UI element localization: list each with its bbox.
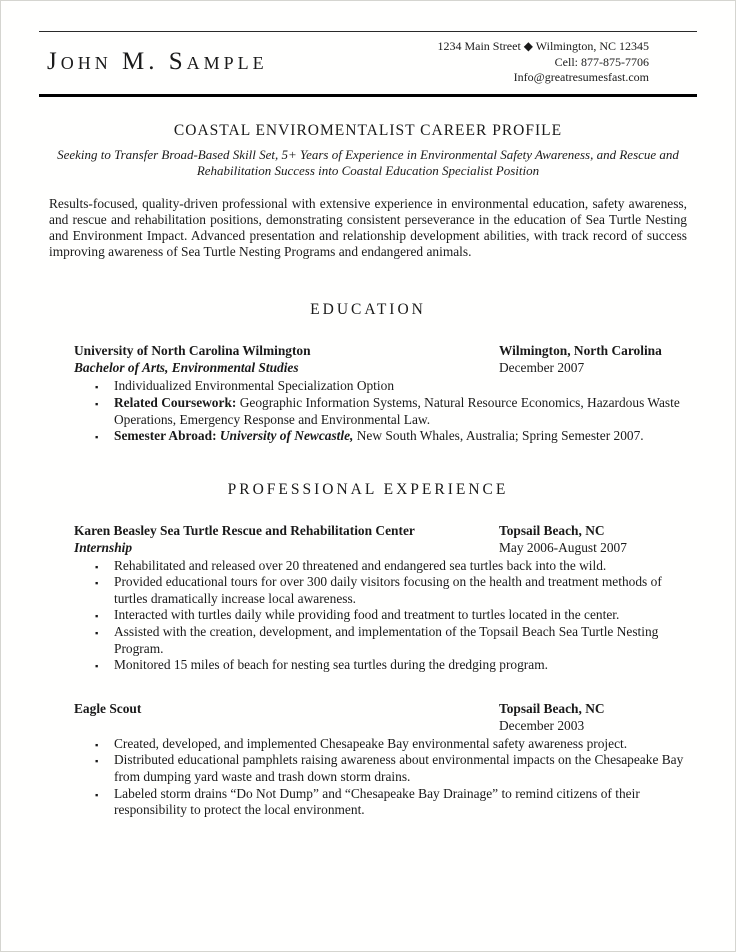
section-heading-education: EDUCATION [310,301,426,319]
resume-header [39,32,697,94]
job-entry [49,700,687,819]
contact-address: 1234 Main Street ◆ Wilmington, NC 12345 [437,39,649,53]
profile-title: COASTAL ENVIROMENTALIST CAREER PROFILE [173,121,563,139]
education-bullet-list [94,378,687,444]
list-item [94,574,687,607]
school-name: University of North Carolina Wilmington [74,343,311,359]
education-entry-header [49,342,687,359]
section-heading-experience: PROFESSIONAL EXPERIENCE [227,480,509,498]
job-dates: May 2006-August 2007 [499,539,627,555]
list-item [94,558,687,575]
candidate-name: John M. Sample [47,48,268,76]
contact-block [437,39,649,86]
list-item [94,428,687,445]
job-entry-subheader [49,539,687,556]
profile-summary: Results-focused, quality-driven professional with extensive experience in environmental education, safety awareness, and rescue and rehabilitation positions, demonstrating consistent perseverance in the education of Sea Turtle Nesting and Environment Impact. Advanced presentation and relationship development abilities, with track record of success improving awareness of Sea Turtle Nesting Programs and endangered animals. [49,195,687,260]
job-location: Topsail Beach, NC [499,522,605,538]
list-item [94,657,687,674]
bullet-text: Distributed educational pamphlets raising awareness about environmental impacts on the Chesapeake Bay from dumping yard waste and trash down storm drains. [114,752,684,785]
bullet-italic-text: University of Newcastle, [219,428,354,444]
list-item [94,736,687,753]
bullet-text: Created, developed, and implemented Chesapeake Bay environmental safety awareness project. [114,735,628,751]
list-item [94,624,687,657]
company-name: Eagle Scout [74,700,142,716]
education-entry-subheader [49,359,687,376]
bullet-text: Labeled storm drains “Do Not Dump” and “Chesapeake Bay Drainage” to remind citizens of their responsibility to protect the local environment. [114,785,640,818]
list-item [94,786,687,819]
bullet-text: New South Whales, Australia; Spring Semester 2007. [353,428,644,444]
bullet-text: Interacted with turtles daily while providing food and treatment to turtles located in the center. [114,607,620,623]
degree: Bachelor of Arts, Environmental Studies [74,360,299,376]
list-item [94,752,687,785]
bullet-text: Rehabilitated and released over 20 threatened and endangered sea turtles back into the wild. [114,557,607,573]
list-item [94,378,687,395]
contact-phone: Cell: 877-875-7706 [554,54,649,69]
bullet-bold-text: Related Coursework: [114,394,240,410]
bullet-text: Monitored 15 miles of beach for nesting sea turtles during the dredging program. [114,657,548,673]
profile-subtitle: Seeking to Transfer Broad-Based Skill Set, 5+ Years of Experience in Environmental Safety Awareness, and Rescue and Rehabilitation Success into Coastal Education Specialist Position [57,146,679,178]
job-entry-subheader [49,717,687,734]
job-dates: December 2003 [499,717,585,733]
experience-section [49,481,687,819]
bullet-text: Provided educational tours for over 300 daily visitors focusing on the health and treatment methods of turtles dramatically increase local awareness. [114,574,662,606]
job-entry-header [49,700,687,717]
job-bullet-list [94,736,687,819]
job-role [74,717,499,734]
job-role: Internship [74,539,133,555]
school-location: Wilmington, North Carolina [499,343,662,359]
job-entry [49,522,687,674]
list-item [94,395,687,428]
graduation-date: December 2007 [499,360,585,376]
bullet-text: Geographic Information Systems, Natural Resource Economics, Hazardous Waste Operations, Emergency Response and Environmental Law. [114,394,680,427]
header-bottom-rule [39,94,697,97]
list-item [94,607,687,624]
bullet-text: Assisted with the creation, development, and implementation of the Topsail Beach Sea Turtle Nesting Program. [114,624,659,656]
job-location: Topsail Beach, NC [499,700,605,716]
job-entry-header [49,522,687,539]
resume-body [49,122,687,819]
education-section [49,301,687,444]
job-bullet-list [94,558,687,674]
bullet-text: Individualized Environmental Specialization Option [114,378,395,394]
bullet-bold-text: Semester Abroad: [114,428,220,444]
contact-email: Info@greatresumesfast.com [513,70,649,84]
company-name: Karen Beasley Sea Turtle Rescue and Rehabilitation Center [74,522,415,538]
